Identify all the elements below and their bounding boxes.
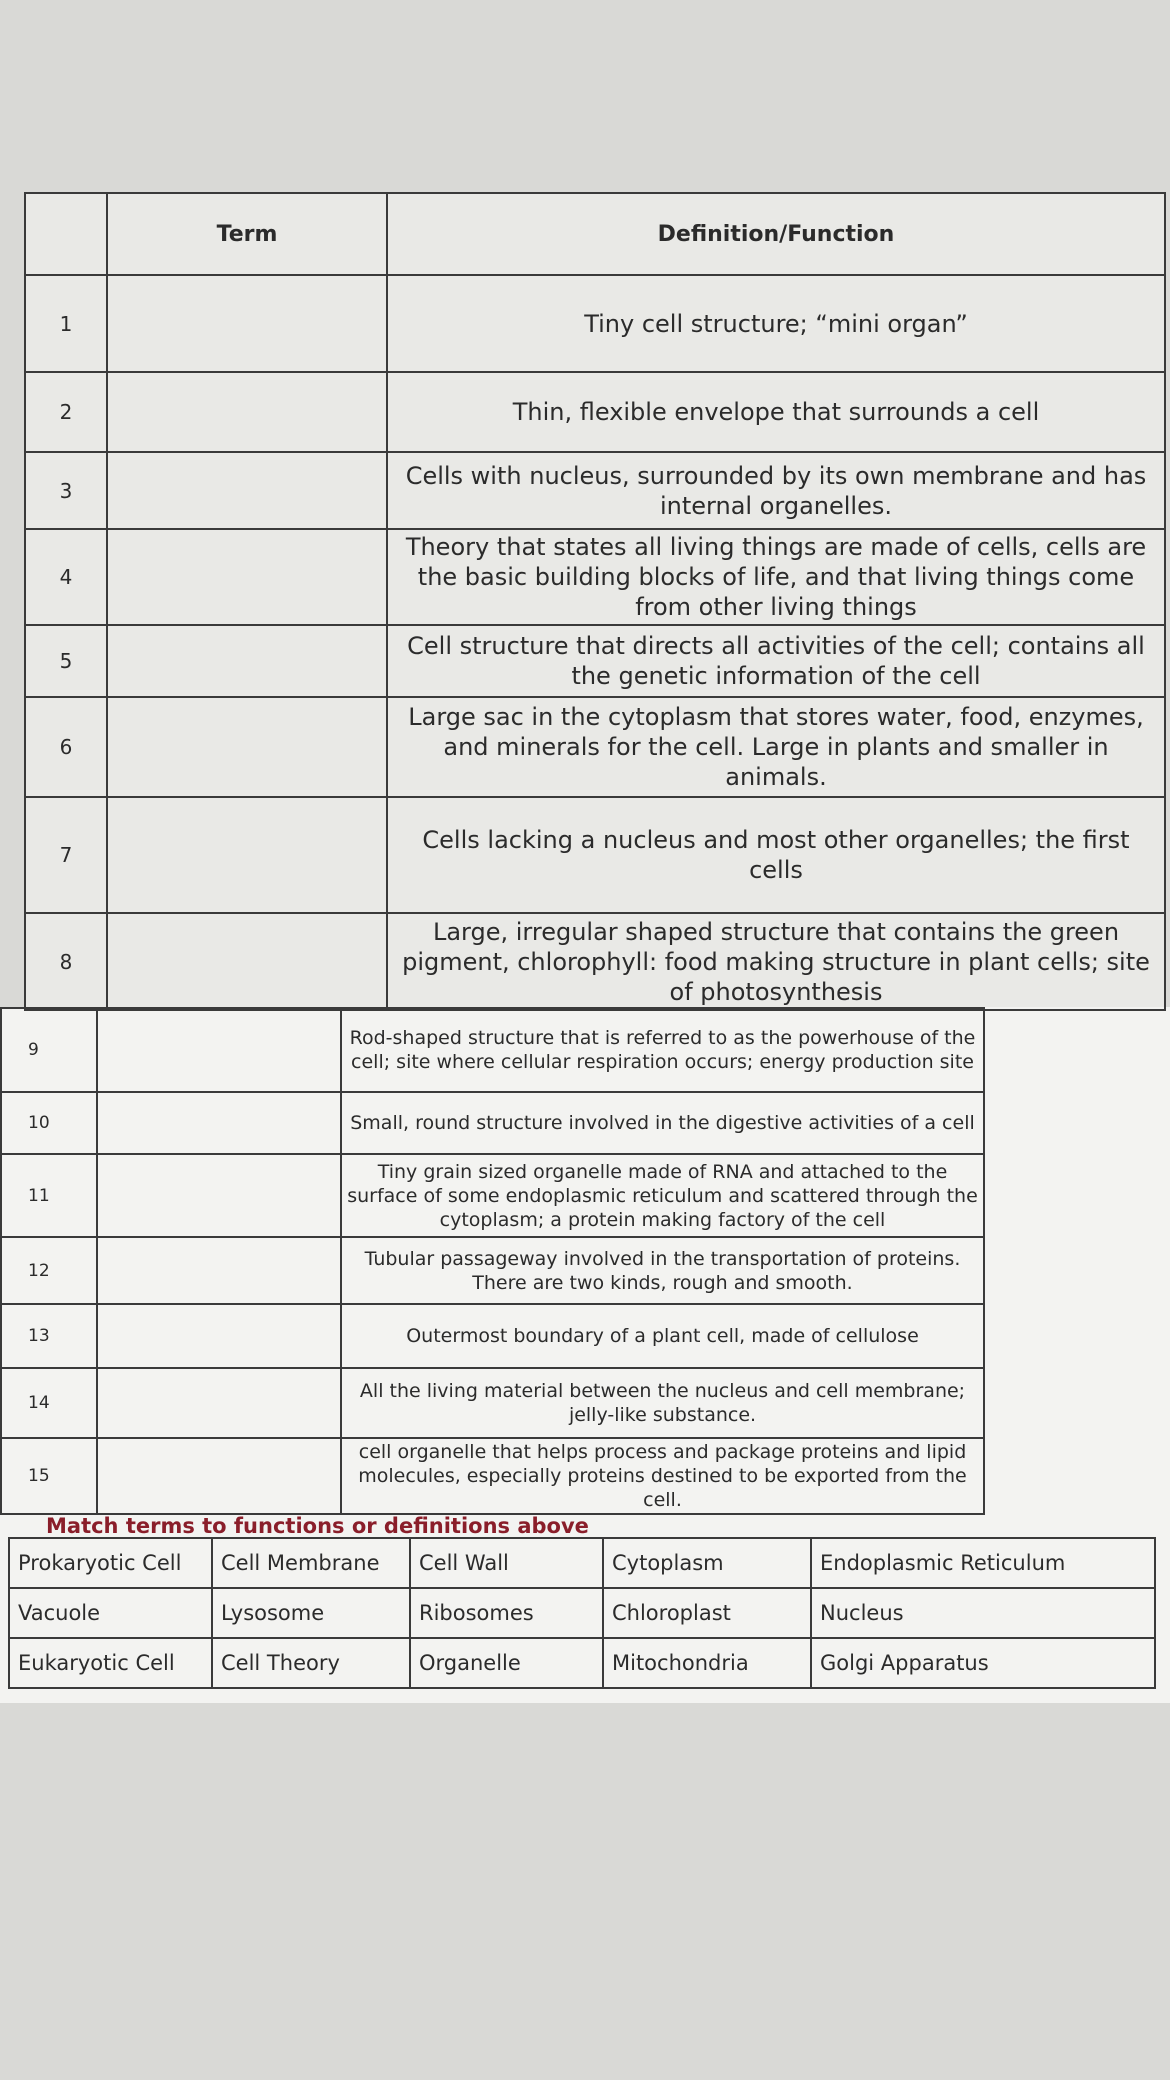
row-number: 7 xyxy=(25,797,107,913)
header-num xyxy=(25,193,107,275)
word-bank-term[interactable]: Golgi Apparatus xyxy=(811,1638,1155,1688)
word-bank-term[interactable]: Vacuole xyxy=(9,1588,212,1638)
word-bank-term[interactable]: Cell Membrane xyxy=(212,1538,410,1588)
row-number: 10 xyxy=(1,1092,97,1154)
term-answer-cell[interactable] xyxy=(97,1154,341,1237)
word-bank-term[interactable]: Lysosome xyxy=(212,1588,410,1638)
header-definition: Definition/Function xyxy=(387,193,1165,275)
term-answer-cell[interactable] xyxy=(107,452,387,529)
term-answer-cell[interactable] xyxy=(107,529,387,625)
table-row xyxy=(1,1237,984,1304)
table-row xyxy=(25,913,1165,1010)
table-row xyxy=(1,1092,984,1154)
table-row xyxy=(1,1008,984,1092)
definition-cell: Cell structure that directs all activities of the cell; contains all the genetic information of the cell xyxy=(387,625,1165,697)
definition-cell: Cells lacking a nucleus and most other organelles; the first cells xyxy=(387,797,1165,913)
definition-cell: Outermost boundary of a plant cell, made of cellulose xyxy=(341,1304,984,1368)
word-bank-term[interactable]: Eukaryotic Cell xyxy=(9,1638,212,1688)
table-row xyxy=(1,1438,984,1514)
definition-cell: Rod-shaped structure that is referred to as the powerhouse of the cell; site where cellular respiration occurs; energy production site xyxy=(341,1008,984,1092)
row-number: 3 xyxy=(25,452,107,529)
table-header-row xyxy=(25,193,1165,275)
definition-cell: Large sac in the cytoplasm that stores water, food, enzymes, and minerals for the cell. Large in plants and smaller in animals. xyxy=(387,697,1165,797)
term-answer-cell[interactable] xyxy=(97,1008,341,1092)
word-bank-term[interactable]: Chloroplast xyxy=(603,1588,811,1638)
definition-cell: Cells with nucleus, surrounded by its own membrane and has internal organelles. xyxy=(387,452,1165,529)
term-answer-cell[interactable] xyxy=(97,1368,341,1438)
row-number: 13 xyxy=(1,1304,97,1368)
term-answer-cell[interactable] xyxy=(107,697,387,797)
definition-cell: Thin, flexible envelope that surrounds a cell xyxy=(387,372,1165,452)
table-row xyxy=(25,697,1165,797)
word-bank-row xyxy=(9,1638,1155,1688)
term-answer-cell[interactable] xyxy=(97,1237,341,1304)
word-bank-table xyxy=(8,1537,1156,1689)
word-bank-term[interactable]: Prokaryotic Cell xyxy=(9,1538,212,1588)
word-bank-row xyxy=(9,1538,1155,1588)
definition-cell: Tiny grain sized organelle made of RNA and attached to the surface of some endoplasmic reticulum and scattered through the cytoplasm; a protein making factory of the cell xyxy=(341,1154,984,1237)
term-answer-cell[interactable] xyxy=(97,1304,341,1368)
definition-cell: cell organelle that helps process and package proteins and lipid molecules, especially proteins destined to be exported from the cell. xyxy=(341,1438,984,1514)
row-number: 1 xyxy=(25,275,107,372)
header-term: Term xyxy=(107,193,387,275)
word-bank-row xyxy=(9,1588,1155,1638)
row-number: 5 xyxy=(25,625,107,697)
word-bank-term[interactable]: Endoplasmic Reticulum xyxy=(811,1538,1155,1588)
row-number: 12 xyxy=(1,1237,97,1304)
table-row xyxy=(25,625,1165,697)
term-answer-cell[interactable] xyxy=(97,1092,341,1154)
definition-cell: Small, round structure involved in the digestive activities of a cell xyxy=(341,1092,984,1154)
table-row xyxy=(1,1154,984,1237)
term-answer-cell[interactable] xyxy=(107,797,387,913)
word-bank-term[interactable]: Mitochondria xyxy=(603,1638,811,1688)
table-row xyxy=(25,529,1165,625)
table-row xyxy=(25,452,1165,529)
table-row xyxy=(25,372,1165,452)
row-number: 15 xyxy=(1,1438,97,1514)
row-number: 9 xyxy=(1,1008,97,1092)
word-bank-term[interactable]: Nucleus xyxy=(811,1588,1155,1638)
term-answer-cell[interactable] xyxy=(107,275,387,372)
table-row xyxy=(1,1304,984,1368)
word-bank-term[interactable]: Cytoplasm xyxy=(603,1538,811,1588)
term-answer-cell[interactable] xyxy=(107,625,387,697)
term-answer-cell[interactable] xyxy=(107,372,387,452)
word-bank-term[interactable]: Cell Wall xyxy=(410,1538,603,1588)
table-row xyxy=(25,797,1165,913)
definition-cell: Large, irregular shaped structure that contains the green pigment, chlorophyll: food making structure in plant cells; site of photosynthesis xyxy=(387,913,1165,1010)
row-number: 2 xyxy=(25,372,107,452)
definition-cell: All the living material between the nucleus and cell membrane; jelly-like substance. xyxy=(341,1368,984,1438)
word-bank-term[interactable]: Cell Theory xyxy=(212,1638,410,1688)
term-answer-cell[interactable] xyxy=(107,913,387,1010)
table-row xyxy=(25,275,1165,372)
row-number: 4 xyxy=(25,529,107,625)
row-number: 14 xyxy=(1,1368,97,1438)
match-instructions: Match terms to functions or definitions above xyxy=(46,1514,589,1538)
term-answer-cell[interactable] xyxy=(97,1438,341,1514)
definition-cell: Theory that states all living things are made of cells, cells are the basic building blocks of life, and that living things come from other living things xyxy=(387,529,1165,625)
definitions-table-top xyxy=(24,192,1166,1011)
row-number: 11 xyxy=(1,1154,97,1237)
word-bank-term[interactable]: Organelle xyxy=(410,1638,603,1688)
table-row xyxy=(1,1368,984,1438)
row-number: 6 xyxy=(25,697,107,797)
row-number: 8 xyxy=(25,913,107,1010)
definition-cell: Tiny cell structure; “mini organ” xyxy=(387,275,1165,372)
definitions-table-bottom xyxy=(0,1007,985,1515)
word-bank-term[interactable]: Ribosomes xyxy=(410,1588,603,1638)
definition-cell: Tubular passageway involved in the transportation of proteins. There are two kinds, rough and smooth. xyxy=(341,1237,984,1304)
